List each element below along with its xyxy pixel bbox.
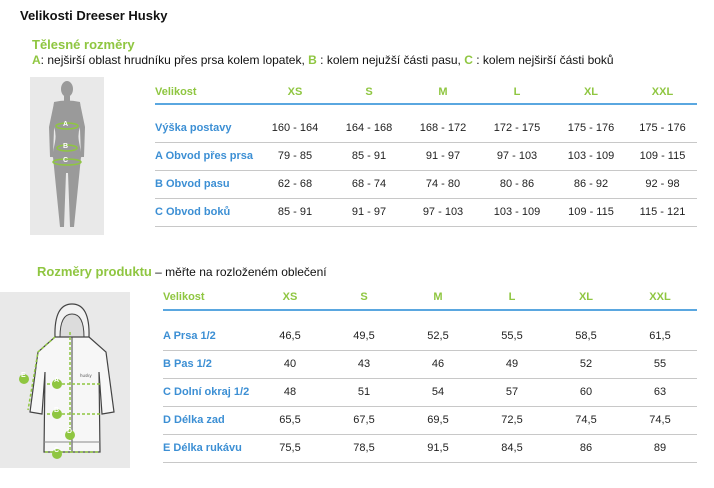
- cell: 109 - 115: [554, 198, 628, 226]
- header-size: Velikost: [163, 284, 253, 310]
- page-title: Velikosti Dreeser Husky: [20, 8, 168, 23]
- cell: 40: [253, 350, 327, 378]
- row-label: B Pas 1/2: [163, 350, 253, 378]
- cell: 79 - 85: [258, 142, 332, 170]
- cell: 78,5: [327, 434, 401, 462]
- header-s: S: [327, 284, 401, 310]
- cell: 74 - 80: [406, 170, 480, 198]
- cell: 80 - 86: [480, 170, 554, 198]
- jacket-label-e: E: [21, 372, 26, 379]
- cell: 60: [549, 378, 623, 406]
- cell: 103 - 109: [554, 142, 628, 170]
- cell: 52: [549, 350, 623, 378]
- body-size-table: [155, 80, 697, 227]
- body-figure-label-a: A: [63, 121, 69, 128]
- cell: 84,5: [475, 434, 549, 462]
- header-s: S: [332, 80, 406, 104]
- table-header-row: [155, 80, 697, 104]
- cell: 85 - 91: [258, 198, 332, 226]
- cell: 175 - 176: [554, 114, 628, 142]
- table-row: [155, 170, 697, 198]
- row-label: B Obvod pasu: [155, 170, 258, 198]
- row-label: C Obvod boků: [155, 198, 258, 226]
- table-row: [163, 350, 697, 378]
- desc-key-b: B: [308, 53, 317, 67]
- cell: 172 - 175: [480, 114, 554, 142]
- header-m: M: [406, 80, 480, 104]
- cell: 69,5: [401, 406, 475, 434]
- cell: 49,5: [327, 322, 401, 350]
- row-label: C Dolní okraj 1/2: [163, 378, 253, 406]
- desc-text-b: : kolem nejužší části pasu,: [316, 53, 465, 67]
- jacket-label-d: D: [67, 428, 73, 435]
- desc-key-a: A: [32, 53, 41, 67]
- table-row: [163, 434, 697, 462]
- cell: 48: [253, 378, 327, 406]
- cell: 164 - 168: [332, 114, 406, 142]
- header-xl: XL: [554, 80, 628, 104]
- cell: 46,5: [253, 322, 327, 350]
- cell: 91 - 97: [332, 198, 406, 226]
- cell: 65,5: [253, 406, 327, 434]
- svg-text:husky: husky: [80, 373, 92, 378]
- cell: 86 - 92: [554, 170, 628, 198]
- desc-key-c: C: [464, 53, 473, 67]
- desc-text-c: : kolem nejširší části boků: [472, 53, 614, 67]
- jacket-label-b: B: [54, 407, 60, 414]
- table-row: [163, 406, 697, 434]
- header-xxl: XXL: [623, 284, 697, 310]
- cell: 92 - 98: [628, 170, 697, 198]
- header-l: L: [475, 284, 549, 310]
- cell: 57: [475, 378, 549, 406]
- table-row: [163, 322, 697, 350]
- cell: 109 - 115: [628, 142, 697, 170]
- cell: 91 - 97: [406, 142, 480, 170]
- body-figure-label-c: C: [63, 157, 69, 164]
- cell: 72,5: [475, 406, 549, 434]
- product-measurements-heading-line: [37, 263, 327, 281]
- product-size-table: [163, 284, 697, 463]
- row-label: Výška postavy: [155, 114, 258, 142]
- cell: 175 - 176: [628, 114, 697, 142]
- table-row: [155, 114, 697, 142]
- cell: 46: [401, 350, 475, 378]
- cell: 52,5: [401, 322, 475, 350]
- jacket-label-a: A: [54, 377, 60, 384]
- cell: 168 - 172: [406, 114, 480, 142]
- cell: 75,5: [253, 434, 327, 462]
- body-silhouette-icon: [30, 77, 104, 235]
- cell: 97 - 103: [406, 198, 480, 226]
- header-xs: XS: [253, 284, 327, 310]
- cell: 86: [549, 434, 623, 462]
- cell: 51: [327, 378, 401, 406]
- cell: 43: [327, 350, 401, 378]
- cell: 74,5: [623, 406, 697, 434]
- table-row: [155, 198, 697, 226]
- header-size: Velikost: [155, 80, 258, 104]
- header-l: L: [480, 80, 554, 104]
- table-header-row: [163, 284, 697, 310]
- cell: 160 - 164: [258, 114, 332, 142]
- cell: 74,5: [549, 406, 623, 434]
- row-label: D Délka zad: [163, 406, 253, 434]
- row-label: A Obvod přes prsa: [155, 142, 258, 170]
- header-xs: XS: [258, 80, 332, 104]
- cell: 67,5: [327, 406, 401, 434]
- cell: 54: [401, 378, 475, 406]
- body-figure-label-b: B: [63, 143, 69, 150]
- cell: 55: [623, 350, 697, 378]
- cell: 103 - 109: [480, 198, 554, 226]
- header-m: M: [401, 284, 475, 310]
- row-label: E Délka rukávu: [163, 434, 253, 462]
- cell: 89: [623, 434, 697, 462]
- product-measurements-note: – měřte na rozloženém oblečení: [151, 265, 327, 279]
- cell: 58,5: [549, 322, 623, 350]
- cell: 61,5: [623, 322, 697, 350]
- cell: 55,5: [475, 322, 549, 350]
- jacket-label-c: C: [54, 447, 60, 454]
- table-row: [155, 142, 697, 170]
- cell: 91,5: [401, 434, 475, 462]
- cell: 97 - 103: [480, 142, 554, 170]
- jacket-outline-icon: [0, 292, 130, 468]
- cell: 85 - 91: [332, 142, 406, 170]
- header-xxl: XXL: [628, 80, 697, 104]
- cell: 63: [623, 378, 697, 406]
- product-measurements-heading: Rozměry produktu: [37, 264, 152, 279]
- table-row: [163, 378, 697, 406]
- desc-text-a: : nejširší oblast hrudníku přes prsa kolem lopatek,: [40, 53, 309, 67]
- header-xl: XL: [549, 284, 623, 310]
- cell: 68 - 74: [332, 170, 406, 198]
- jacket-figure: [0, 292, 130, 468]
- cell: 62 - 68: [258, 170, 332, 198]
- body-figure: [30, 77, 104, 235]
- row-label: A Prsa 1/2: [163, 322, 253, 350]
- cell: 115 - 121: [628, 198, 697, 226]
- cell: 49: [475, 350, 549, 378]
- body-measurements-description: [32, 53, 614, 67]
- body-measurements-heading: Tělesné rozměry: [32, 37, 135, 52]
